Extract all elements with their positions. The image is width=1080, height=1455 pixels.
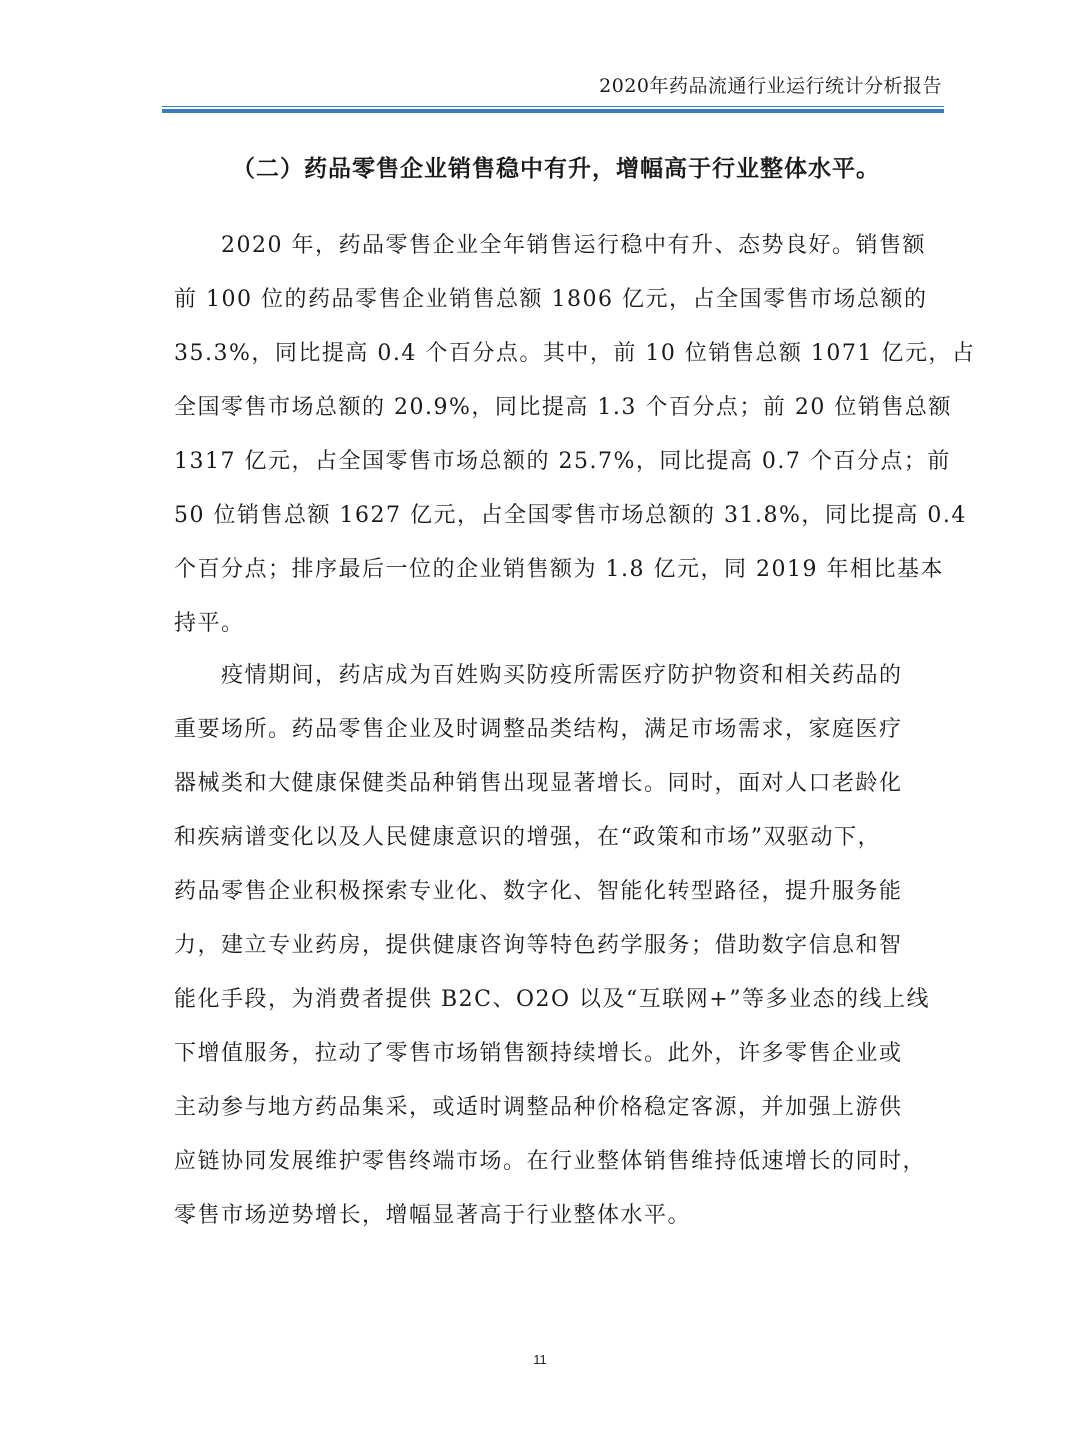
paragraph-line: 35.3%，同比提高 0.4 个百分点。其中，前 10 位销售总额 1071 亿元，占 xyxy=(174,341,976,366)
paragraph-line: 零售市场逆势增长，增幅显著高于行业整体水平。 xyxy=(174,1203,692,1228)
paragraph-line: 力，建立专业药房，提供健康咨询等特色药学服务；借助数字信息和智 xyxy=(174,933,903,958)
header-rule-thin xyxy=(162,106,944,107)
page-number: 11 xyxy=(533,1352,547,1367)
paragraph-line: 全国零售市场总额的 20.9%，同比提高 1.3 个百分点；前 20 位销售总额 xyxy=(174,395,952,420)
paragraph-line: 药品零售企业积极探索专业化、数字化、智能化转型路径，提升服务能 xyxy=(174,879,903,904)
paragraph-line: 重要场所。药品零售企业及时调整品类结构，满足市场需求，家庭医疗 xyxy=(174,717,903,742)
header-rule-thick xyxy=(162,109,944,113)
paragraph-line: 下增值服务，拉动了零售市场销售额持续增长。此外，许多零售企业或 xyxy=(174,1041,903,1066)
report-title: 2020年药品流通行业运行统计分析报告 xyxy=(599,75,942,97)
paragraph-line: 2020 年，药品零售企业全年销售运行稳中有升、态势良好。销售额 xyxy=(174,233,926,258)
paragraph-line: 应链协同发展维护零售终端市场。在行业整体销售维持低速增长的同时， xyxy=(174,1149,927,1174)
section-heading: （二）药品零售企业销售稳中有升，增幅高于行业整体水平。 xyxy=(232,155,880,182)
paragraph-line: 和疾病谱变化以及人民健康意识的增强，在“政策和市场”双驱动下， xyxy=(174,825,881,850)
paragraph-line: 50 位销售总额 1627 亿元，占全国零售市场总额的 31.8%，同比提高 0.4 xyxy=(174,503,967,528)
paragraph-line: 1317 亿元，占全国零售市场总额的 25.7%，同比提高 0.7 个百分点；前 xyxy=(174,449,951,474)
paragraph-line: 器械类和大健康保健类品种销售出现显著增长。同时，面对人口老龄化 xyxy=(174,771,903,796)
paragraph-line: 主动参与地方药品集采，或适时调整品种价格稳定客源，并加强上游供 xyxy=(174,1095,903,1120)
running-header xyxy=(162,66,944,113)
paragraph-retail-sales xyxy=(174,219,976,651)
paragraph-pandemic-period xyxy=(174,649,932,1243)
paragraph-line: 前 100 位的药品零售企业销售总额 1806 亿元，占全国零售市场总额的 xyxy=(174,287,928,312)
paragraph-line: 能化手段，为消费者提供 B2C、O2O 以及“互联网+”等多业态的线上线 xyxy=(174,987,930,1012)
paragraph-line: 疫情期间，药店成为百姓购买防疫所需医疗防护物资和相关药品的 xyxy=(174,663,903,688)
paragraph-line: 持平。 xyxy=(174,611,245,636)
paragraph-line: 个百分点；排序最后一位的企业销售额为 1.8 亿元，同 2019 年相比基本 xyxy=(174,557,944,582)
